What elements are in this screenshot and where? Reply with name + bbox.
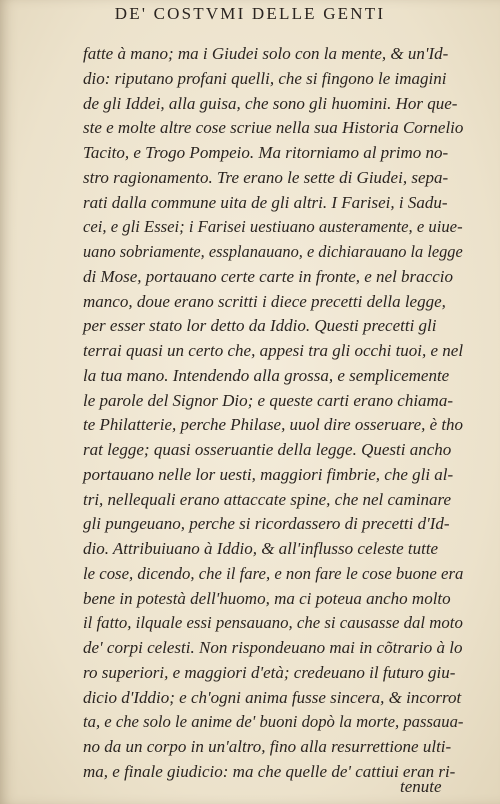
text-line: rati dalla commune uita de gli altri. I Farisei, i Sadu- <box>83 192 448 212</box>
text-line: de' corpi celesti. Non rispondeuano mai in cõtrario à lo <box>83 638 463 657</box>
text-line: ta, e che solo le anime de' buoni dopò la morte, passaua- <box>83 712 464 732</box>
text-line: manco, doue erano scritti i diece precetti della legge, <box>83 291 446 311</box>
text-line: fatte à mano; ma i Giudei solo con la mente, & un'Id- <box>83 44 449 63</box>
text-line: gli pungeuano, perche si ricordassero di precetti d'Id- <box>83 514 450 534</box>
text-line: la tua mano. Intendendo alla grossa, e semplicemente <box>83 365 450 385</box>
body-text <box>83 42 463 785</box>
text-line: ma, e finale giudicio: ma che quelle de' cattiui eran ri- <box>83 761 456 781</box>
text-line: terrai quasi un certo che, appesi tra gli occhi tuoi, e nel <box>83 341 464 360</box>
text-line: no da un corpo in un'altro, fino alla resurrettione ulti- <box>83 737 452 756</box>
text-line: le parole del Signor Dio; e queste carti erano chiama- <box>83 390 453 410</box>
text-line: portauano nelle lor uesti, maggiori fimbrie, che gli al- <box>83 464 454 484</box>
text-line: te Philatterie, perche Philase, uuol dire osseruare, è tho <box>83 415 464 435</box>
running-head: DE' COSTVMI DELLE GENTI <box>114 4 386 23</box>
text-line: de gli Iddei, alla guisa, che sono gli huomini. Hor que- <box>83 93 458 113</box>
text-line: per esser stato lor detto da Iddio. Questi precetti gli <box>83 316 437 336</box>
text-line: Tacito, e Trogo Pompeio. Ma ritorniamo al primo no- <box>83 143 449 162</box>
text-line: dio. Attribuiuano à Iddio, & all'influsso celeste tutte <box>83 539 439 558</box>
text-line: le cose, dicendo, che il fare, e non fare le cose buone era <box>83 563 464 583</box>
text-line: ro superiori, e maggiori d'età; credeuano il futuro giu- <box>83 662 456 682</box>
text-line: di Mose, portauano certe carte in fronte, e nel braccio <box>83 266 453 286</box>
text-line: stro ragionamento. Tre erano le sette di Giudei, sepa- <box>83 167 449 187</box>
text-line: bene in potestà dell'huomo, ma ci poteua ancho molto <box>83 588 451 608</box>
text-line: rat legge; quasi osseruantie della legge. Questi ancho <box>83 440 452 459</box>
text-line: uano sobriamente, essplanauano, e dichiarauano la legge <box>83 242 463 261</box>
text-line: dicio d'Iddio; e ch'ogni anima fusse sincera, & incorrot <box>83 687 462 707</box>
text-line: tri, nellequali erano attaccate spine, che nel caminare <box>83 489 452 509</box>
text-line: cei, e gli Essei; i Farisei uestiuano austeramente, e uiue- <box>83 217 463 237</box>
text-line: dio: riputano profani quelli, che si fingono le imagini <box>83 68 447 88</box>
catchword: tenute <box>400 777 442 796</box>
text-line: il fatto, ilquale essi pensauano, che si causasse dal moto <box>83 613 463 633</box>
text-line: ste e molte altre cose scriue nella sua Historia Cornelio <box>83 118 464 138</box>
